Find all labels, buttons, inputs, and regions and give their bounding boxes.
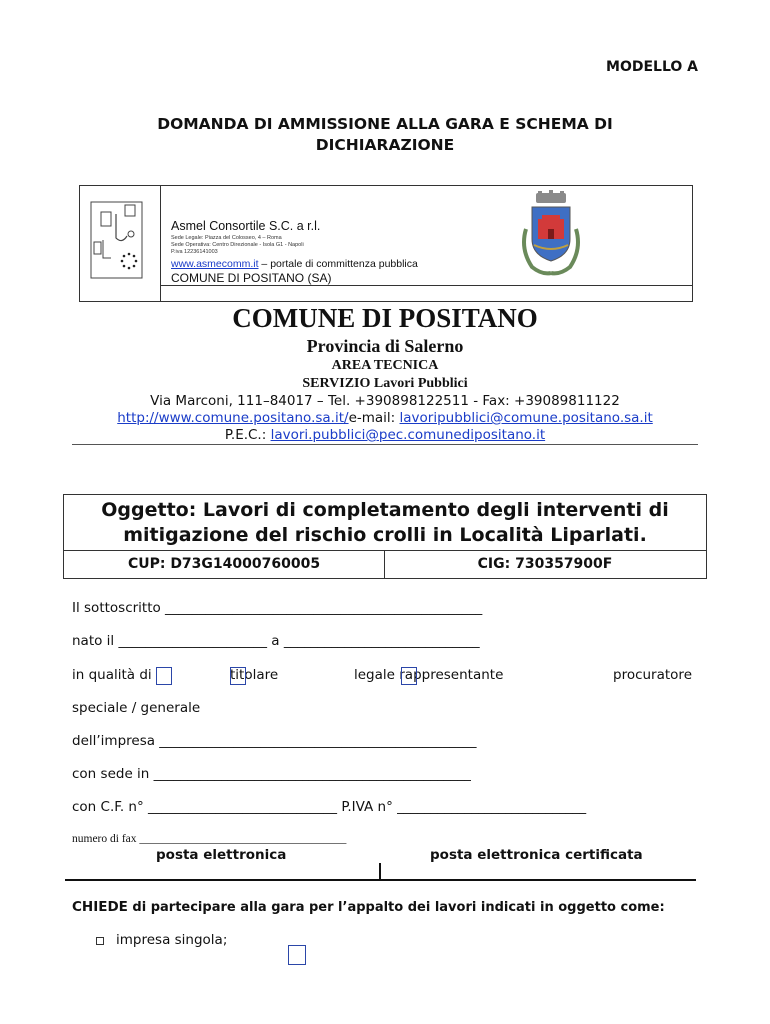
asmel-name: Asmel Consortile S.C. a r.l. [171,219,321,233]
sede-field[interactable]: con sede in _______________________________________________ [72,766,471,782]
area-tecnica: AREA TECNICA [331,358,439,373]
divider-rule [72,444,698,445]
checkbox-legale[interactable] [401,667,417,685]
asmel-logo-icon [89,200,144,280]
qualita-label: in qualità di [72,667,152,683]
asmel-web-link[interactable]: www.asmecomm.it [171,258,259,270]
checkbox-titolare-alt[interactable] [230,667,246,685]
provincia: Provincia di Salerno [306,336,464,356]
header-divider-bottom [160,285,692,286]
fax-field[interactable]: numero di fax ____________________________________ [72,833,347,845]
chiede-text: di partecipare alla gara per l’appalto dei lavori indicati in oggetto come: [127,900,665,915]
title-line-1: DOMANDA DI AMMISSIONE ALLA GARA E SCHEMA DI [157,115,613,133]
servizio-prefix: SERVIZIO [302,376,374,391]
legale-label: legale rappresentante [354,667,504,683]
comune-address: Via Marconi, 111–84017 – Tel. +390898122511 - Fax: +39089811122 [150,393,620,409]
chiede-paragraph [72,899,672,916]
header-divider [160,185,161,301]
asmel-comune: COMUNE DI POSITANO (SA) [171,271,332,285]
comune-pec-link[interactable]: lavori.pubblici@pec.comunedipositano.it [270,427,546,443]
email-label: e-mail: [348,410,400,426]
checkbox-impresa-singola[interactable] [288,945,306,965]
positano-crest-icon [518,189,584,277]
chiede-bold: CHIEDE [72,899,128,915]
posta-elettronica-label: posta elettronica [156,847,287,863]
option-impresa-singola: impresa singola; [116,932,228,948]
comune-email-link[interactable]: lavoripubblici@comune.positano.sa.it [399,410,653,426]
cf-piva-field[interactable]: con C.F. n° ____________________________ P.IVA n° ____________________________ [72,799,587,815]
oggetto-line-2: mitigazione del rischio crolli in Località Liparlati. [123,524,647,546]
asmel-web-line [171,258,418,270]
servizio [0,376,770,392]
nato-field[interactable]: nato il ______________________ a _____________________________ [72,633,480,649]
checkbox-titolare[interactable] [156,667,172,685]
procuratore-label: procuratore [613,667,692,683]
oggetto-line-1: Oggetto: Lavori di completamento degli interventi di [101,499,669,521]
pec-label: P.E.C.: [224,427,271,443]
asmel-address-1: Sede Legale: Piazza del Colosseo, 4 – Roma [171,235,282,241]
cig-code: CIG: 730357900F [477,556,613,572]
impresa-field[interactable]: dell’impresa _______________________________________________ [72,733,477,749]
oggetto-title [64,498,706,548]
cup-code: CUP: D73G14000760005 [127,556,321,572]
comune-website-link[interactable]: http://www.comune.positano.sa.it/ [117,410,349,426]
title-line-2: DICHIARAZIONE [315,136,455,154]
modello-label: MODELLO A [606,59,698,75]
sottoscritto-field[interactable]: Il sottoscritto _______________________________________________ [72,600,483,616]
document-title [0,114,770,156]
posta-certificata-label: posta elettronica certificata [430,847,643,863]
bullet-square-icon [96,937,104,945]
comune-web-line [0,410,770,426]
asmel-piva: P.iva 12236141003 [171,249,218,255]
asmel-address-2: Sede Operativa: Centro Direzionale - Isola G1 - Napoli [171,242,304,248]
speciale-label: speciale / generale [72,700,201,716]
comune-pec-line [0,427,770,443]
comune-title: COMUNE DI POSITANO [232,303,538,333]
titolare-label: titolare [230,667,279,683]
email-field-line[interactable] [65,879,696,881]
asmel-web-suffix: – portale di committenza pubblica [258,258,418,270]
servizio-name: Lavori Pubblici [373,376,468,391]
